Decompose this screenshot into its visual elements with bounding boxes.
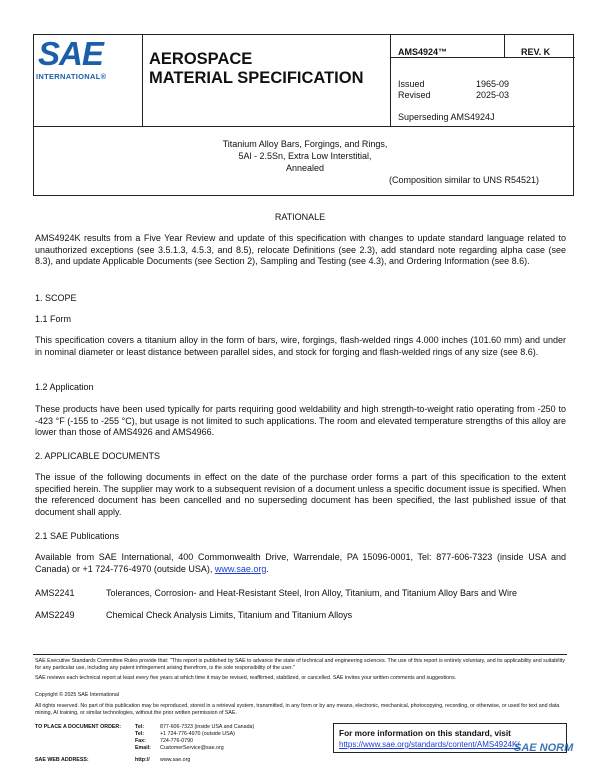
tel1-value: 877-606-7323 (inside USA and Canada) — [160, 724, 255, 730]
sae-website-link[interactable]: www.sae.org — [214, 563, 267, 574]
composition-note: (Composition similar to UNS R54521) — [389, 175, 540, 185]
ref-title-2: Chemical Check Analysis Limits, Titanium and Titanium Alloys — [106, 610, 353, 620]
order-label: TO PLACE A DOCUMENT ORDER: — [35, 724, 122, 730]
tel2-value: +1 724-776-4970 (outside USA) — [160, 731, 235, 737]
subject-line1: Titanium Alloy Bars, Forgings, and Rings, — [222, 139, 388, 149]
web-value[interactable]: www.sae.org — [160, 757, 191, 763]
footer-copyright: Copyright © 2025 SAE International — [35, 692, 119, 698]
footer-review-note: SAE reviews each technical report at least every five years at which time it may be revised, reaffirmed, stabilized, or cancelled. SAE invites your written comments and suggestions. — [35, 675, 457, 681]
more-info-title: For more information on this standard, visit — [339, 728, 511, 738]
revision: REV. K — [521, 47, 551, 57]
footer-divider — [33, 654, 567, 655]
section-2-heading: 2. APPLICABLE DOCUMENTS — [35, 451, 161, 461]
section-2-1-text: Available from SAE International, 400 Commonwealth Drive, Warrendale, PA 15096-0001, Tel: 877-606-7323 (inside USA and Canada) or +1 724-776-4970 (outside USA), www.sae.org. — [35, 552, 566, 574]
fax-label: Fax: — [135, 738, 146, 744]
footer-rights: All rights reserved. No part of this publication may be reproduced, stored in a retrieval system, transmitted, in any form or by any means, electronic, mechanical, photocopying, recording, or otherwise, or used for text and data mining, AI training, or similar technologies, without the prior written permission of SAE. — [35, 703, 560, 716]
watermark-logo: SAE NORM — [514, 742, 574, 754]
http-label: http:// — [135, 757, 150, 763]
superseding: Superseding AMS4924J — [398, 112, 495, 122]
web-label: SAE WEB ADDRESS: — [35, 757, 89, 763]
section-2-1-body: Available from SAE International, 400 Commonwealth Drive, Warrendale, PA 15096-0001, Tel: 877-606-7323 (inside USA and Canada) or +1 724-776-4970 (outside USA), — [35, 552, 566, 574]
issued-label: Issued — [398, 79, 425, 89]
section-1-2-heading: 1.2 Application — [35, 382, 94, 392]
section-1-1-heading: 1.1 Form — [35, 314, 72, 324]
fax-value: 724-776-0790 — [160, 738, 193, 744]
spec-title — [149, 50, 364, 88]
sae-logo: SAE — [38, 35, 103, 72]
subject-line3: Annealed — [285, 163, 325, 173]
subject-line2: 5Al - 2.5Sn, Extra Low Interstitial, — [238, 151, 372, 161]
document-subject — [140, 138, 470, 174]
doc-number: AMS4924™ — [398, 47, 448, 57]
section-2-text: The issue of the following documents in effect on the date of the purchase order forms a part of this specification to the extent specified herein. The supplier may work to a subsequent revision of a document unless a specific document issue is specified. When the referenced document has been cancelled and no superseding document has been specified, the last published issue of that document shall apply. — [35, 472, 566, 517]
sae-logo-subtitle: INTERNATIONAL® — [36, 72, 107, 81]
more-info-link[interactable]: https://www.sae.org/standards/content/AMS4924K/ — [339, 740, 520, 749]
section-2-1-heading: 2.1 SAE Publications — [35, 531, 120, 541]
section-1-heading: 1. SCOPE — [35, 293, 77, 303]
ref-code-2: AMS2249 — [35, 610, 75, 620]
spec-title-line1: AEROSPACE — [149, 50, 253, 68]
issued-date: 1965-09 — [476, 79, 510, 89]
spec-title-line2: MATERIAL SPECIFICATION — [149, 69, 364, 87]
section-1-2-text: These products have been used typically for parts requiring good weldability and high strength-to-weight ratio operating from -250 to -423 °F (-155 to -255 °C), but usage is not limited to such applications. The room and elevated temperature strengths of this alloy are lower than those of AMS4926 and AMS4966. — [35, 404, 566, 438]
ref-title-1: Tolerances, Corrosion- and Heat-Resistant Steel, Iron Alloy, Titanium, and Titanium Alloy Bars and Wire — [106, 588, 518, 598]
rationale-text: AMS4924K results from a Five Year Review and update of this specification with changes to update standard language related to unauthorized exceptions (see 3.5.1.3, 4.5.3, and 8.5), relocate Definitions (see 2.3), add standard note regarding alpha case (see 8.3), and update Applicable Documents (see Section 2), Sampling and Testing (see 4.3), and Ordering Information (see 8.6). — [35, 233, 566, 267]
revised-date: 2025-03 — [476, 90, 510, 100]
rationale-heading: RATIONALE — [274, 212, 326, 222]
tel2-label: Tel: — [135, 731, 145, 737]
email-value[interactable]: CustomerService@sae.org — [160, 745, 224, 751]
section-1-1-text: This specification covers a titanium alloy in the form of bars, wire, forgings, flash-welded rings 4.000 inches (101.60 mm) and under in nominal diameter or least distance between parallel sides, and stock for forging and flash-welded rings of any size (see 8.6). — [35, 335, 566, 357]
email-label: Email: — [135, 745, 151, 751]
revised-label: Revised — [398, 90, 431, 100]
tel1-label: Tel: — [135, 724, 145, 730]
footer-disclaimer: SAE Executive Standards Committee Rules provide that: "This report is published by SAE to advance the state of technical and engineering sciences. The use of this report is entirely voluntary, and its applicability and suitability for any particular use, including any patent infringement arising therefrom, is the sole responsibility of the user." — [35, 658, 565, 671]
ref-code-1: AMS2241 — [35, 588, 75, 598]
